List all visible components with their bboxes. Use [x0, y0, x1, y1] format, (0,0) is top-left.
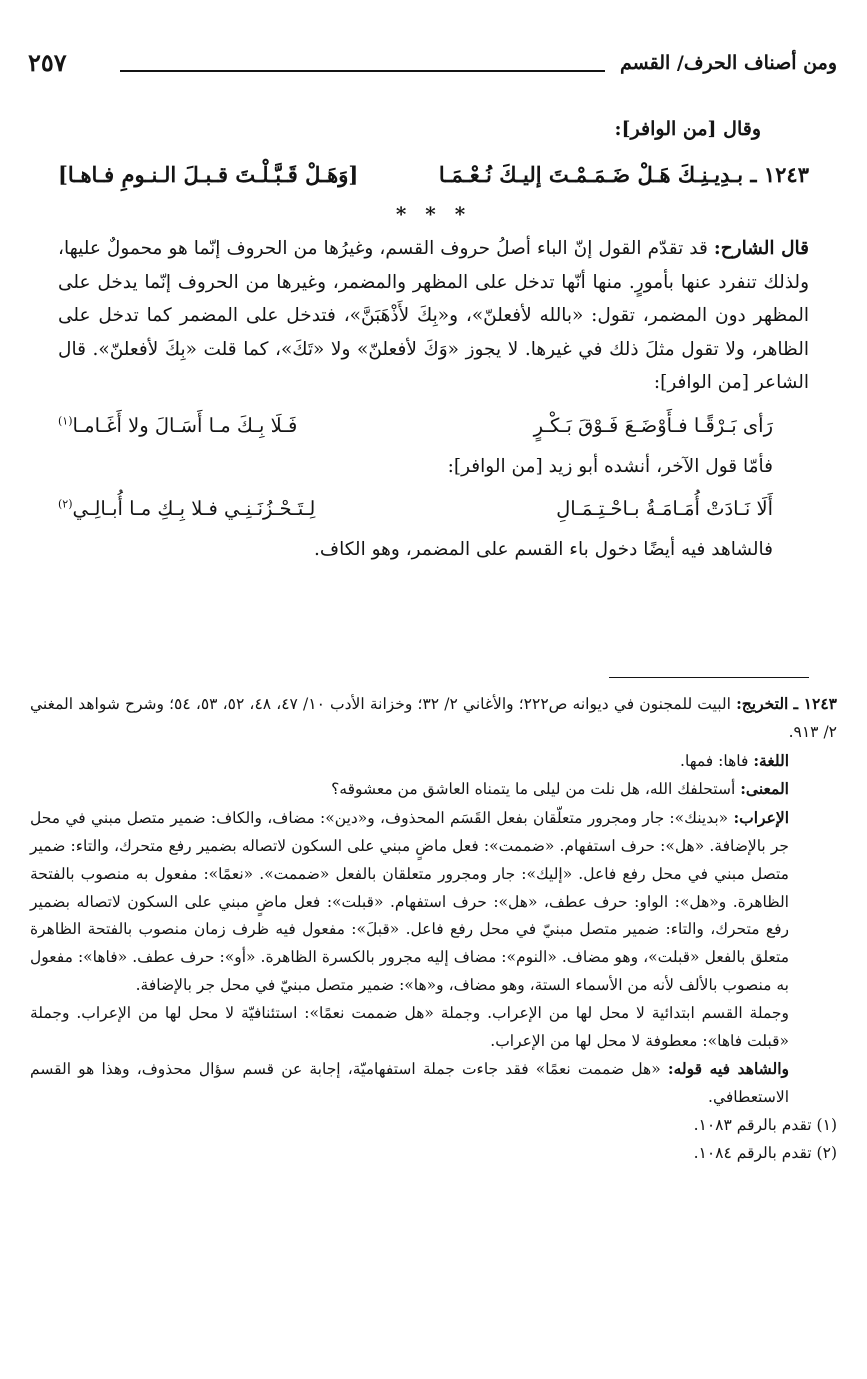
commentary-paragraph [58, 232, 809, 400]
poem2-second-hemistich [58, 497, 315, 520]
takhrij-note [30, 690, 837, 747]
poem1-first-hemistich: رَأى بَـرْقًـا فـأَوْضَـعَ فَـوْقَ بَـكْـرٍ [533, 413, 773, 437]
footnote-ref-1: (١) [58, 414, 73, 427]
lugha-label: اللغة: [753, 750, 789, 770]
mana-label: المعنى: [740, 779, 789, 799]
header-title: ومن أصناف الحرف/ القسم [619, 52, 837, 74]
verse-first-hemistich [439, 162, 809, 187]
section-stars: * * * [395, 202, 472, 226]
shahid-note [30, 1055, 789, 1112]
footnote-ref-2: (٢) [58, 497, 73, 511]
takhrij-number: ١٢٤٣ ـ [793, 694, 837, 713]
footnote-2: (٢) تقدم بالرقم ١٠٨٤. [693, 1143, 837, 1162]
poem2-h2-text: لِـتَـحْـزُنَـنِـي فـلا بِـكِ مـا أُبـالِـي [72, 497, 316, 520]
shahid-label: والشاهد فيه قوله: [667, 1059, 790, 1079]
running-header [28, 48, 837, 84]
lugha-note [30, 747, 789, 776]
poem1-h2-text: فَـلَا بِـكَ مـا أَسَـالَ ولا أَغَـامـا [72, 413, 298, 437]
intro-line: وقال [من الوافر]: [614, 118, 761, 140]
footnotes-section [30, 690, 837, 1168]
shahid-text: «هل ضممت نعمًا» فقد جاءت جملة استفهاميّة، إجابة عن قسم سؤال محذوف، وهذا هو القسم الاستعطافي. [30, 1060, 789, 1107]
header-rule [120, 70, 605, 72]
poem-2 [58, 489, 809, 529]
footnote-1: (١) تقدم بالرقم ١٠٨٣. [693, 1115, 837, 1134]
takhrij-text: البيت للمجنون في ديوانه ص٢٢٢؛ والأغاني ٢/ ٣٢؛ وخزانة الأدب ١٠/ ٤٧، ٤٨، ٥٢، ٥٣، ٥٤؛ وشرح شواهد المغني ٢/ ٩١٣. [30, 695, 837, 741]
footnote-separator [609, 677, 809, 678]
verse-second-hemistich: [وَهَـلْ قَـبَّـلْـتَ قـبـلَ الـنـومِ فـاهـا] [58, 162, 359, 187]
lugha-text: فاها: فمها. [680, 751, 749, 770]
verse-h1-text: بـدِيـنِـكَ هَـلْ ضَـمَـمْـتَ إليـكَ نُـعْـمَـا [438, 162, 744, 187]
poem2-first-hemistich: أَلَا نَـادَتْ أُمَـامَـةُ بـاحْـتِـمَـالِ [556, 497, 773, 520]
poem2-intro: فأمّا قول الآخر، أنشده أبو زيد [من الوافر]: [447, 455, 773, 477]
main-text [58, 112, 809, 567]
commentary-label: قال الشارح: [713, 238, 810, 259]
irab-text: «بدينك»: جار ومجرور متعلّقان بفعل القَسَم المحذوف، و«دين»: مضاف، والكاف: ضمير متصل مبني في محل جر بالإضافة. «هل»: حرف استفهام. «ضممت»: فعل ماضٍ مبني على السكون لاتصاله بضمير رفع متحرك، والتاء: ضمير متصل مبني في محل رفع فاعل. «إليك»: جار ومجرور متعلقان بالفعل «ضممت». «نعمًا»: مفعول به منصوب بالفتحة الظاهرة. و«هل»: الواو: حرف عطف، «هل»: حرف استفهام. «قبلت»: فعل ماضٍ مبني على السكون لاتصاله بضمير رفع متحرك، والتاء: ضمير متصل مبنيّ في محل رفع فاعل. «قبلَ»: مفعول فيه ظرف زمان منصوب بالفتحة الظاهرة متعلق بالفعل «قبلت»، وهو مضاف. «النوم»: مضاف إليه مجرور بالكسرة الظاهرة. «أو»: حرف عطف. «فاها»: مفعول به منصوب بالألف لأنه من الأسماء الستة، وهو مضاف، و«ها»: ضمير متصل مبنيّ في محل جر بالإضافة. [30, 809, 789, 994]
commentary-text: قد تقدّم القول إنّ الباء أصلُ حروف القسم، وغيرُها من الحروف إنّما هو محمولٌ عليها، ولذلك تنفرد عنها بأمورٍ. منها أنّها تدخل على المظهر والمضمر، وغيرها من الحروف إنّما يدخل على المظهر دون المضمر، تقول: «بالله لأفعلنّ»، و«بِكَ لأَذْهَبَنَّ»، فتدخل على المضمر كما تدخل على الظاهر، ولا تقول مثلَ ذلك في غيرها. لا يجوز «وَكَ لأفعلنّ» ولا «تَكَ»، كما قلت «بِكَ لأفعلنّ». قال الشاعر [من الوافر]: [58, 238, 809, 393]
main-verse [58, 156, 809, 202]
verse-number: ١٢٤٣ ـ [750, 162, 809, 187]
poem1-second-hemistich [58, 414, 297, 437]
jumla-note: وجملة القسم ابتدائية لا محل لها من الإعراب. وجملة «هل ضممت نعمًا»: استئنافيّة لا محل لها من الإعراب. وجملة «قبلت فاها»: معطوفة لا محل لها من الإعراب. [30, 1003, 789, 1050]
conclusion-line: فالشاهد فيه أيضًا دخول باء القسم على المضمر، وهو الكاف. [314, 539, 773, 560]
mana-text: أستحلفك الله، هل نلت من ليلى ما يتمناه العاشق من معشوقه؟ [331, 780, 736, 799]
irab-label: الإعراب: [733, 808, 790, 828]
page-number: ٢٥٧ [28, 48, 67, 77]
poem-1 [58, 406, 809, 446]
irab-note [30, 804, 789, 1000]
takhrij-label: التخريج: [736, 694, 789, 713]
mana-note [30, 775, 789, 804]
